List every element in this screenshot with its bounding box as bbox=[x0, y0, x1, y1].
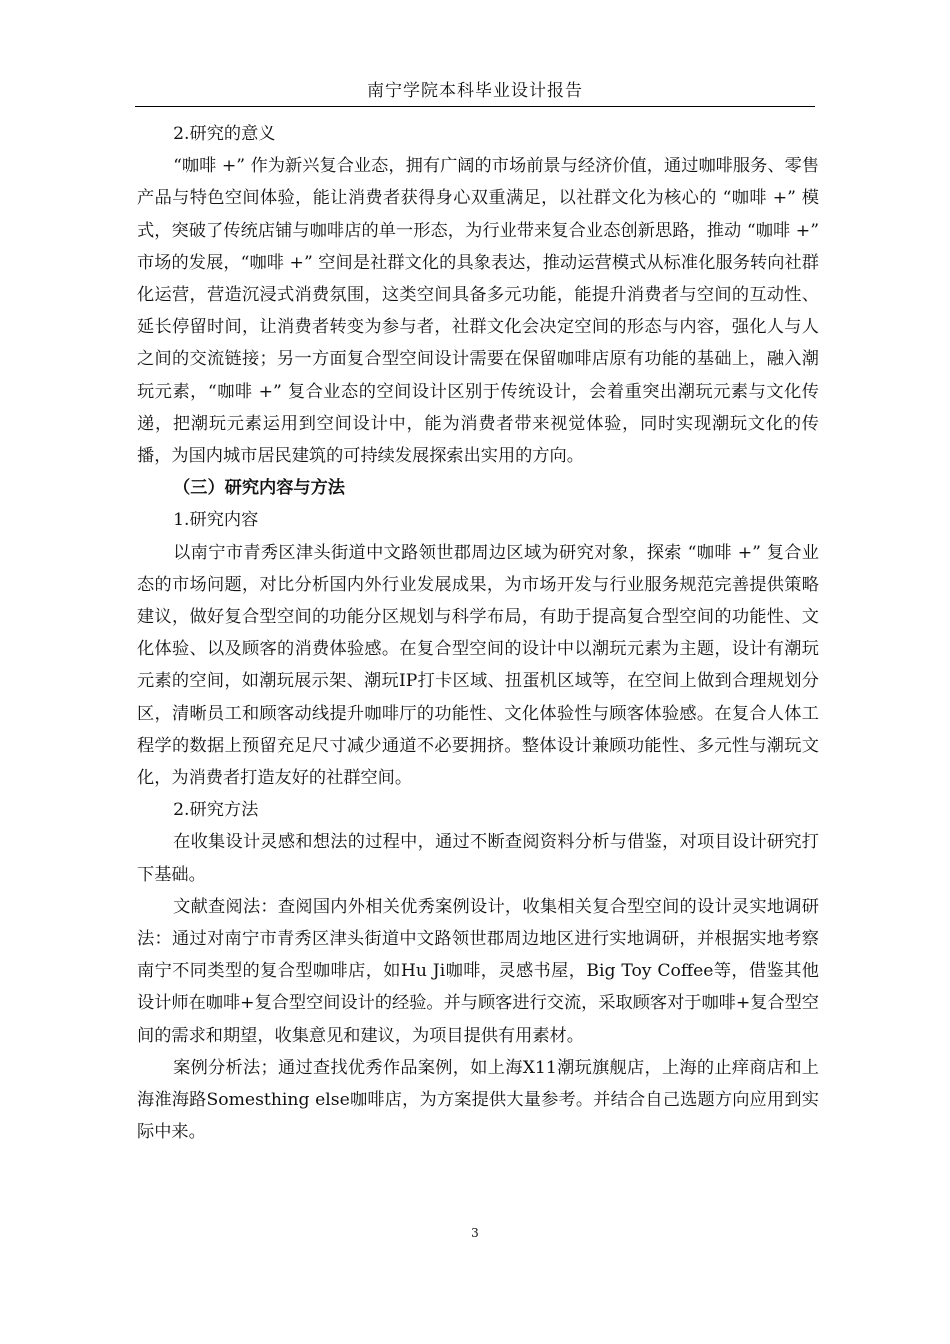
subsection-title: 1.研究内容 bbox=[173, 510, 259, 531]
paragraph: 在收集设计灵感和想法的过程中，通过不断查阅资料分析与借鉴，对项目设计研究打下基础。 bbox=[137, 832, 819, 885]
page-number: 3 bbox=[471, 1226, 479, 1240]
document-body bbox=[137, 118, 819, 1149]
subsection-title: 2.研究方法 bbox=[173, 800, 259, 821]
paragraph: 以南宁市青秀区津头街道中文路领世郡周边区域为研究对象，探索 “咖啡 +” 复合业态的市场问题，对比分析国内外行业发展成果，为市场开发与行业服务规范完善提供策略建议，做好复合型空间的功能分区规划与科学布局，有助于提高复合型空间的功能性、文化体验、以及顾客的消费体验感。在复合型空间的设计中以潮玩元素为主题，设计有潮玩元素的空间，如潮玩展示架、潮玩IP打卡区域、扭蛋机区域等，在空间上做到合理规划分区，清晰员工和顾客动线提升咖啡厅的功能性、文化体验性与顾客体验感。在复合人体工程学的数据上预留充足尺寸减少通道不必要拥挤。整体设计兼顾功能性、多元性与潮玩文化，为消费者打造友好的社群空间。 bbox=[137, 542, 819, 789]
header-rule bbox=[135, 106, 815, 107]
paragraph: 案例分析法；通过查找优秀作品案例，如上海X11潮玩旗舰店，上海的止痒商店和上海淮海路Somesthing else咖啡店，为方案提供大量参考。并结合自己选题方向应用到实际中来。 bbox=[137, 1057, 819, 1143]
paragraph: “咖啡 +” 作为新兴复合业态，拥有广阔的市场前景与经济价值，通过咖啡服务、零售产品与特色空间体验，能让消费者获得身心双重满足，以社群文化为核心的 “咖啡 +” 模式，突破了传统店铺与咖啡店的单一形态，为行业带来复合业态创新思路，推动 “咖啡 +” 市场的发展，“咖啡 +” 空间是社群文化的具象表达，推动运营模式从标准化服务转向社群化运营，营造沉浸式消费氛围，这类空间具备多元功能，能提升消费者与空间的互动性、延长停留时间，让消费者转变为参与者，社群文化会决定空间的形态与内容，强化人与人之间的交流链接；另一方面复合型空间设计需要在保留咖啡店原有功能的基础上，融入潮玩元素，“咖啡 +” 复合业态的空间设计区别于传统设计，会着重突出潮玩元素与文化传递，把潮玩元素运用到空间设计中，能为消费者带来视觉体验，同时实现潮玩文化的传播，为国内城市居民建筑的可持续发展探索出实用的方向。 bbox=[137, 156, 819, 467]
running-header: 南宁学院本科毕业设计报告 bbox=[367, 81, 583, 101]
paragraph: 文献查阅法：查阅国内外相关优秀案例设计，收集相关复合型空间的设计灵实地调研法：通过对南宁市青秀区津头街道中文路领世郡周边地区进行实地调研，并根据实地考察南宁不同类型的复合型咖啡店，如Hu Ji咖啡，灵感书屋，Big Toy Coffee等，借鉴其他设计师在咖啡+复合型空间设计的经验。并与顾客进行交流，采取顾客对于咖啡+复合型空间的需求和期望，收集意见和建议，为项目提供有用素材。 bbox=[137, 896, 819, 1046]
section-heading: （三）研究内容与方法 bbox=[173, 478, 345, 499]
subsection-title: 2.研究的意义 bbox=[173, 124, 276, 144]
